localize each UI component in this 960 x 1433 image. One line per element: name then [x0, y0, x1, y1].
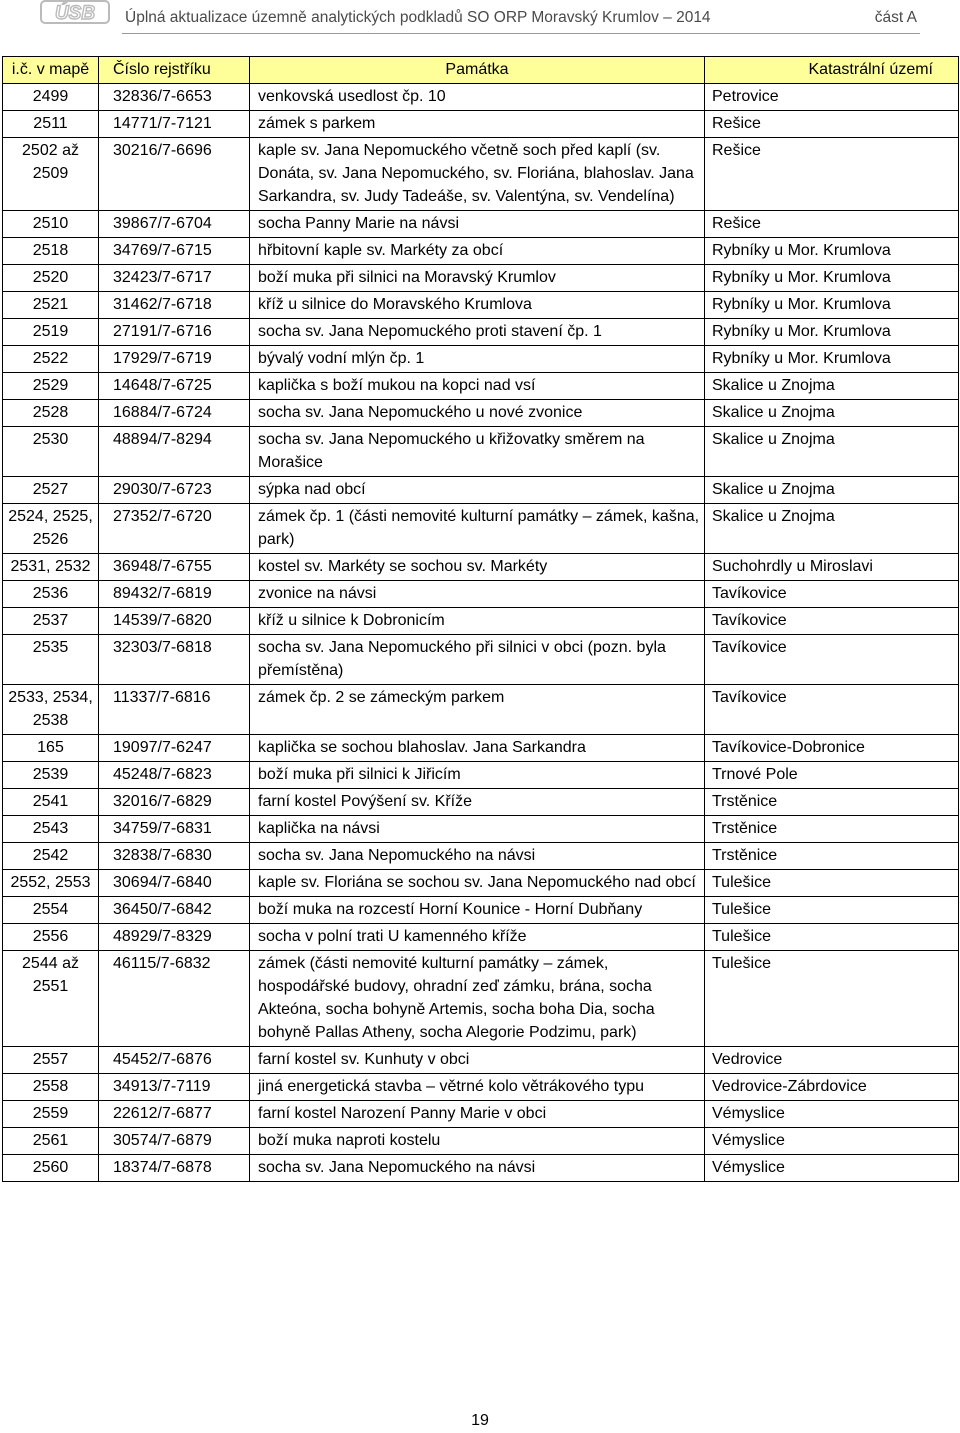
table-row [3, 924, 959, 951]
table-row [3, 635, 959, 685]
cell-map-id: 2533, 2534, 2538 [3, 685, 99, 735]
cell-register-no: 45452/7-6876 [99, 1047, 250, 1074]
cell-cadastral-area: Skalice u Znojma [705, 477, 959, 504]
cell-cadastral-area: Trstěnice [705, 816, 959, 843]
cell-cadastral-area: Tavíkovice [705, 581, 959, 608]
table-row [3, 897, 959, 924]
cell-map-id: 2511 [3, 111, 99, 138]
table-row [3, 292, 959, 319]
cell-cadastral-area: Trstěnice [705, 789, 959, 816]
cell-register-no: 14539/7-6820 [99, 608, 250, 635]
cell-map-id: 2524, 2525, 2526 [3, 504, 99, 554]
cell-register-no: 30216/7-6696 [99, 138, 250, 211]
col-header-register-no: Číslo rejstříku [99, 57, 250, 84]
table-row [3, 346, 959, 373]
cell-map-id: 2556 [3, 924, 99, 951]
cell-cadastral-area: Tulešice [705, 870, 959, 897]
cell-monument: kostel sv. Markéty se sochou sv. Markéty [250, 554, 705, 581]
cell-cadastral-area: Tavíkovice-Dobronice [705, 735, 959, 762]
cell-cadastral-area: Skalice u Znojma [705, 504, 959, 554]
table-row [3, 84, 959, 111]
cell-monument: socha sv. Jana Nepomuckého u křižovatky směrem na Morašice [250, 427, 705, 477]
cell-register-no: 11337/7-6816 [99, 685, 250, 735]
cell-map-id: 2557 [3, 1047, 99, 1074]
cell-register-no: 48894/7-8294 [99, 427, 250, 477]
table-row [3, 265, 959, 292]
cell-cadastral-area: Petrovice [705, 84, 959, 111]
cell-monument: farní kostel Povýšení sv. Kříže [250, 789, 705, 816]
table-row [3, 373, 959, 400]
cell-cadastral-area: Tulešice [705, 924, 959, 951]
cell-register-no: 34913/7-7119 [99, 1074, 250, 1101]
cell-monument: boží muka naproti kostelu [250, 1128, 705, 1155]
page-header [0, 0, 960, 40]
cell-map-id: 2510 [3, 211, 99, 238]
cell-monument: kaplička se sochou blahoslav. Jana Sarkandra [250, 735, 705, 762]
cell-monument: jiná energetická stavba – větrné kolo větrákového typu [250, 1074, 705, 1101]
cell-map-id: 2527 [3, 477, 99, 504]
col-header-map-id: i.č. v mapě [3, 57, 99, 84]
cell-register-no: 32303/7-6818 [99, 635, 250, 685]
cell-cadastral-area: Vedrovice-Zábrdovice [705, 1074, 959, 1101]
table-row [3, 1101, 959, 1128]
cell-monument: bývalý vodní mlýn čp. 1 [250, 346, 705, 373]
table-row [3, 238, 959, 265]
table-row [3, 427, 959, 477]
table-row [3, 608, 959, 635]
cell-map-id: 2537 [3, 608, 99, 635]
cell-cadastral-area: Tavíkovice [705, 608, 959, 635]
cell-monument: socha sv. Jana Nepomuckého proti stavení čp. 1 [250, 319, 705, 346]
cell-map-id: 2530 [3, 427, 99, 477]
cell-monument: socha Panny Marie na návsi [250, 211, 705, 238]
cell-monument: zámek (části nemovité kulturní památky – zámek, hospodářské budovy, ohradní zeď zámku, brána, socha Akteóna, socha bohyně Artemis, socha boha Dia, socha bohyně Pallas Atheny, socha Alegorie Podzimu, park) [250, 951, 705, 1047]
cell-map-id: 2539 [3, 762, 99, 789]
cell-map-id: 2558 [3, 1074, 99, 1101]
cell-register-no: 29030/7-6723 [99, 477, 250, 504]
table-row [3, 735, 959, 762]
cell-monument: zámek s parkem [250, 111, 705, 138]
cell-register-no: 27352/7-6720 [99, 504, 250, 554]
cell-register-no: 36450/7-6842 [99, 897, 250, 924]
cell-map-id: 2531, 2532 [3, 554, 99, 581]
cell-monument: zámek čp. 1 (části nemovité kulturní památky – zámek, kašna, park) [250, 504, 705, 554]
monuments-table [2, 56, 959, 1182]
cell-cadastral-area: Tavíkovice [705, 635, 959, 685]
table-body [3, 84, 959, 1182]
table-row [3, 789, 959, 816]
cell-cadastral-area: Suchohrdly u Miroslavi [705, 554, 959, 581]
cell-cadastral-area: Rybníky u Mor. Krumlova [705, 265, 959, 292]
col-header-monument: Památka [250, 57, 705, 84]
cell-monument: kaple sv. Jana Nepomuckého včetně soch před kaplí (sv. Donáta, sv. Jana Nepomuckého, sv. Floriána, blahoslav. Jana Sarkandra, sv. Judy Tadeáše, sv. Valentýna, sv. Vendelína) [250, 138, 705, 211]
table-row [3, 319, 959, 346]
table-row [3, 870, 959, 897]
cell-register-no: 14648/7-6725 [99, 373, 250, 400]
cell-map-id: 2521 [3, 292, 99, 319]
cell-register-no: 16884/7-6724 [99, 400, 250, 427]
cell-monument: kaple sv. Floriána se sochou sv. Jana Nepomuckého nad obcí [250, 870, 705, 897]
cell-register-no: 34759/7-6831 [99, 816, 250, 843]
table-header-row [3, 57, 959, 84]
cell-register-no: 27191/7-6716 [99, 319, 250, 346]
cell-map-id: 2529 [3, 373, 99, 400]
cell-map-id: 2528 [3, 400, 99, 427]
cell-register-no: 36948/7-6755 [99, 554, 250, 581]
table-row [3, 1047, 959, 1074]
cell-map-id: 2502 až 2509 [3, 138, 99, 211]
cell-register-no: 45248/7-6823 [99, 762, 250, 789]
table-row [3, 400, 959, 427]
cell-register-no: 31462/7-6718 [99, 292, 250, 319]
cell-register-no: 39867/7-6704 [99, 211, 250, 238]
cell-monument: socha sv. Jana Nepomuckého u nové zvonice [250, 400, 705, 427]
cell-monument: kříž u silnice k Dobronicím [250, 608, 705, 635]
cell-map-id: 2518 [3, 238, 99, 265]
cell-map-id: 2543 [3, 816, 99, 843]
cell-map-id: 2554 [3, 897, 99, 924]
cell-monument: boží muka na rozcestí Horní Kounice - Horní Dubňany [250, 897, 705, 924]
cell-monument: kaplička na návsi [250, 816, 705, 843]
cell-monument: boží muka při silnici k Jiřicím [250, 762, 705, 789]
cell-cadastral-area: Tulešice [705, 951, 959, 1047]
header-title: Úplná aktualizace územně analytických podkladů SO ORP Moravský Krumlov – 2014 [125, 9, 711, 26]
table-row [3, 581, 959, 608]
cell-map-id: 2544 až 2551 [3, 951, 99, 1047]
table-row [3, 504, 959, 554]
table-row [3, 111, 959, 138]
cell-monument: socha sv. Jana Nepomuckého na návsi [250, 843, 705, 870]
cell-cadastral-area: Rešice [705, 111, 959, 138]
usb-logo [40, 0, 110, 24]
table-row [3, 685, 959, 735]
cell-map-id: 2536 [3, 581, 99, 608]
logo-text: ÚSB [54, 3, 96, 24]
table-row [3, 477, 959, 504]
cell-cadastral-area: Rešice [705, 138, 959, 211]
cell-map-id: 2519 [3, 319, 99, 346]
cell-register-no: 30574/7-6879 [99, 1128, 250, 1155]
cell-register-no: 30694/7-6840 [99, 870, 250, 897]
cell-cadastral-area: Vémyslice [705, 1128, 959, 1155]
page-number: 19 [471, 1412, 489, 1429]
cell-cadastral-area: Vedrovice [705, 1047, 959, 1074]
cell-cadastral-area: Trnové Pole [705, 762, 959, 789]
table-row [3, 843, 959, 870]
cell-cadastral-area: Rešice [705, 211, 959, 238]
cell-cadastral-area: Vémyslice [705, 1155, 959, 1182]
table-row [3, 554, 959, 581]
cell-map-id: 165 [3, 735, 99, 762]
table-row [3, 138, 959, 211]
table-row [3, 762, 959, 789]
cell-register-no: 89432/7-6819 [99, 581, 250, 608]
cell-map-id: 2561 [3, 1128, 99, 1155]
cell-map-id: 2542 [3, 843, 99, 870]
cell-register-no: 17929/7-6719 [99, 346, 250, 373]
table-row [3, 1155, 959, 1182]
cell-monument: socha sv. Jana Nepomuckého při silnici v obci (pozn. byla přemístěna) [250, 635, 705, 685]
cell-monument: zámek čp. 2 se zámeckým parkem [250, 685, 705, 735]
cell-monument: farní kostel sv. Kunhuty v obci [250, 1047, 705, 1074]
cell-monument: boží muka při silnici na Moravský Krumlov [250, 265, 705, 292]
cell-cadastral-area: Trstěnice [705, 843, 959, 870]
table-row [3, 816, 959, 843]
table-row [3, 211, 959, 238]
cell-monument: sýpka nad obcí [250, 477, 705, 504]
cell-monument: venkovská usedlost čp. 10 [250, 84, 705, 111]
cell-map-id: 2499 [3, 84, 99, 111]
cell-monument: socha sv. Jana Nepomuckého na návsi [250, 1155, 705, 1182]
header-part: část A [874, 9, 917, 26]
table-row [3, 1128, 959, 1155]
cell-cadastral-area: Rybníky u Mor. Krumlova [705, 292, 959, 319]
cell-monument: socha v polní trati U kamenného kříže [250, 924, 705, 951]
cell-register-no: 32838/7-6830 [99, 843, 250, 870]
cell-map-id: 2541 [3, 789, 99, 816]
cell-monument: zvonice na návsi [250, 581, 705, 608]
cell-register-no: 14771/7-7121 [99, 111, 250, 138]
cell-register-no: 18374/7-6878 [99, 1155, 250, 1182]
cell-register-no: 22612/7-6877 [99, 1101, 250, 1128]
cell-register-no: 32423/7-6717 [99, 265, 250, 292]
cell-map-id: 2520 [3, 265, 99, 292]
cell-monument: kaplička s boží mukou na kopci nad vsí [250, 373, 705, 400]
cell-monument: kříž u silnice do Moravského Krumlova [250, 292, 705, 319]
table-row [3, 1074, 959, 1101]
cell-register-no: 19097/7-6247 [99, 735, 250, 762]
cell-cadastral-area: Tavíkovice [705, 685, 959, 735]
cell-cadastral-area: Rybníky u Mor. Krumlova [705, 319, 959, 346]
cell-cadastral-area: Tulešice [705, 897, 959, 924]
cell-cadastral-area: Vémyslice [705, 1101, 959, 1128]
cell-cadastral-area: Rybníky u Mor. Krumlova [705, 238, 959, 265]
cell-map-id: 2560 [3, 1155, 99, 1182]
cell-map-id: 2522 [3, 346, 99, 373]
header-rule [122, 33, 920, 34]
cell-monument: hřbitovní kaple sv. Markéty za obcí [250, 238, 705, 265]
cell-register-no: 32836/7-6653 [99, 84, 250, 111]
cell-cadastral-area: Skalice u Znojma [705, 373, 959, 400]
cell-map-id: 2552, 2553 [3, 870, 99, 897]
cell-cadastral-area: Skalice u Znojma [705, 427, 959, 477]
cell-register-no: 32016/7-6829 [99, 789, 250, 816]
cell-cadastral-area: Rybníky u Mor. Krumlova [705, 346, 959, 373]
col-header-cadastral-area: Katastrální území [705, 57, 959, 84]
cell-map-id: 2535 [3, 635, 99, 685]
cell-map-id: 2559 [3, 1101, 99, 1128]
cell-cadastral-area: Skalice u Znojma [705, 400, 959, 427]
cell-register-no: 34769/7-6715 [99, 238, 250, 265]
table-row [3, 951, 959, 1047]
cell-register-no: 46115/7-6832 [99, 951, 250, 1047]
cell-monument: farní kostel Narození Panny Marie v obci [250, 1101, 705, 1128]
cell-register-no: 48929/7-8329 [99, 924, 250, 951]
